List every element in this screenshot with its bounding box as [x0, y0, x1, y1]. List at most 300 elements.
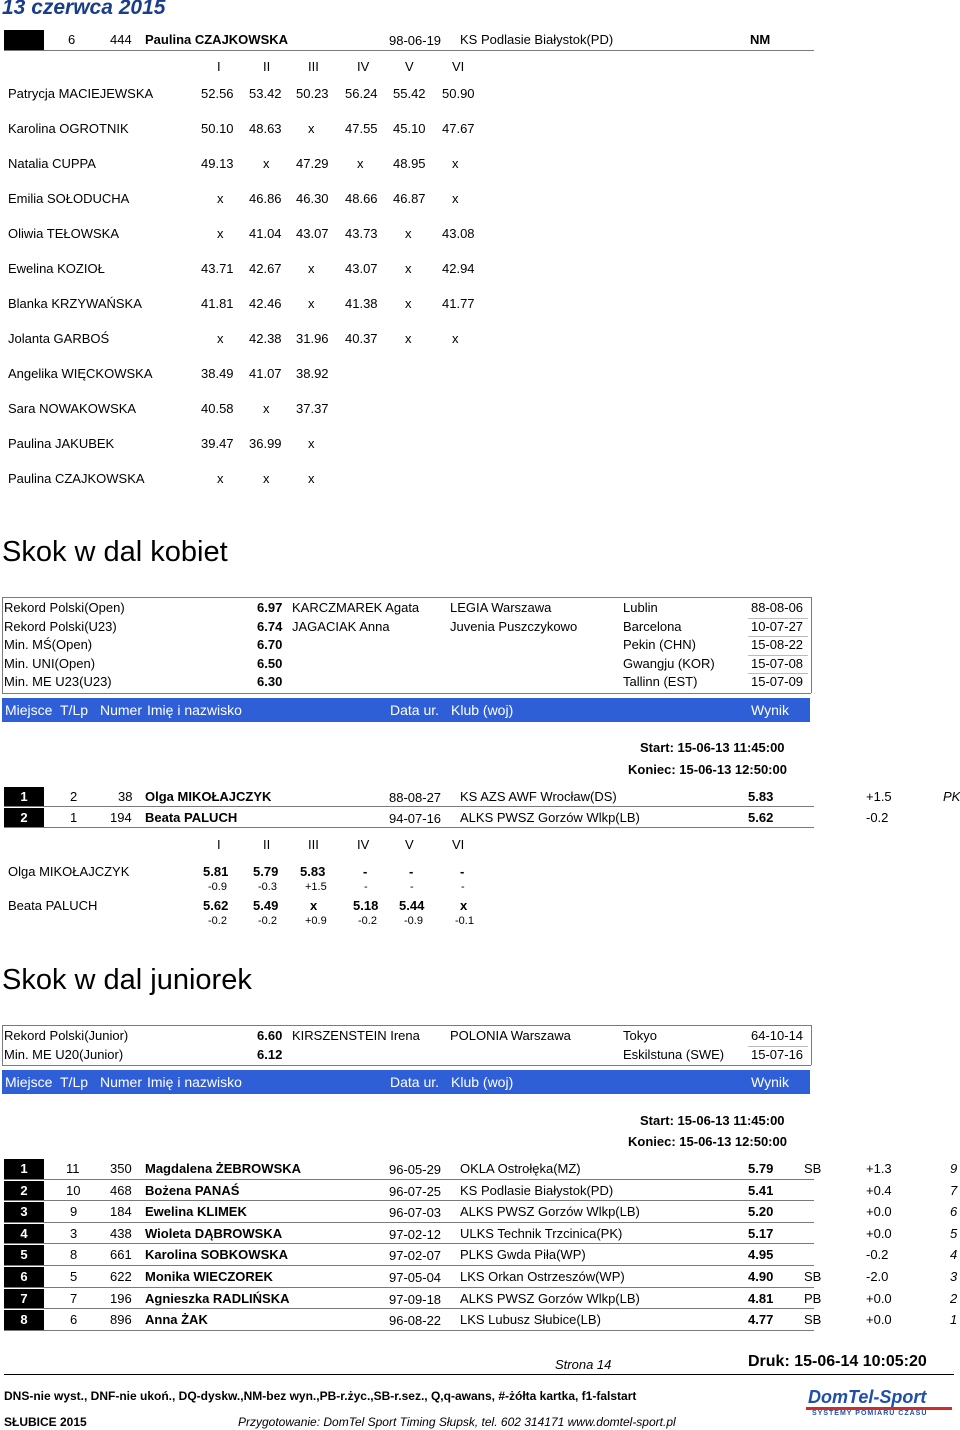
result-record: SB — [804, 1161, 822, 1176]
place-cell — [4, 30, 44, 50]
attempt-value: 48.95 — [393, 156, 426, 171]
result-points: 4 — [950, 1247, 958, 1263]
result-lp: 1 — [70, 810, 78, 825]
row-divider — [4, 827, 814, 828]
result-club: OKLA Ostrołęka(MZ) — [460, 1161, 581, 1176]
records-border-bottom — [2, 1065, 811, 1066]
attempt-value: x — [217, 191, 224, 206]
athlete-name: Natalia CUPPA — [8, 156, 96, 171]
record-date: 15-07-09 — [751, 674, 804, 689]
result-dob: 97-09-18 — [389, 1291, 442, 1307]
result-lp: 11 — [66, 1161, 80, 1176]
result-name: Ewelina KLIMEK — [145, 1204, 247, 1220]
attempt-value: 5.44 — [399, 898, 425, 913]
athlete-name: Patrycja MACIEJEWSKA — [8, 86, 154, 101]
record-label: Min. ME U23(U23) — [4, 674, 112, 689]
attempt-header: VI — [452, 59, 465, 74]
attempt-wind: -0.3 — [258, 881, 277, 893]
result-name: Karolina SOBKOWSKA — [145, 1247, 289, 1263]
attempt-value: x — [263, 471, 270, 486]
attempt-value: x — [217, 471, 224, 486]
athlete-name: Blanka KRZYWAŃSKA — [8, 296, 142, 311]
attempt-header: I — [217, 837, 221, 852]
record-place: Tallinn (EST) — [623, 674, 698, 689]
result-club: KS AZS AWF Wrocław(DS) — [460, 789, 617, 804]
row-divider — [4, 1308, 814, 1309]
dob: 98-06-19 — [389, 33, 442, 48]
event2-start: Start: 15-06-13 11:45:00 — [640, 1113, 785, 1128]
result-wind: +0.0 — [866, 1290, 892, 1306]
attempt-value: 5.49 — [253, 898, 279, 913]
records-border-right — [811, 1025, 812, 1065]
attempt-value: 38.92 — [296, 366, 329, 381]
result-value: 5.83 — [748, 789, 774, 804]
result-lp: 8 — [70, 1247, 78, 1263]
result-club: ALKS PWSZ Gorzów Wlkp(LB) — [460, 810, 640, 825]
result-number: 184 — [110, 1204, 132, 1220]
result-value: 4.81 — [748, 1290, 774, 1306]
athlete-name: Sara NOWAKOWSKA — [8, 401, 137, 416]
attempt-value: x — [308, 121, 315, 136]
col-name: Imię i nazwisko — [147, 702, 242, 718]
result-name: Monika WIECZOREK — [145, 1269, 273, 1284]
attempt-wind: -0.9 — [208, 881, 227, 893]
attempt-header: II — [263, 837, 271, 852]
athlete-name: Paulina CZAJKOWSKA — [145, 32, 289, 47]
col-lp: T/Lp — [60, 702, 89, 718]
result-wind: +1.3 — [866, 1161, 892, 1176]
result-name: Magdalena ŻEBROWSKA — [145, 1161, 302, 1176]
attempt-wind: - — [364, 881, 368, 893]
result-club: KS Podlasie Białystok(PD) — [460, 1182, 614, 1198]
row-divider — [4, 1200, 814, 1201]
attempt-value: 48.63 — [249, 121, 282, 136]
page-date: 13 czerwca 2015 — [2, 0, 166, 19]
attempt-value: 43.07 — [345, 261, 378, 276]
attempt-value: x — [405, 226, 412, 241]
record-date-sep — [748, 673, 808, 674]
attempt-value: - — [363, 864, 368, 879]
result-lp: 2 — [70, 789, 78, 804]
result-number: 194 — [110, 810, 132, 825]
attempt-wind: -0.9 — [404, 915, 423, 927]
attempt-wind: +1.5 — [305, 881, 327, 893]
result-place: 2 — [4, 808, 44, 828]
attempt-value: 41.38 — [345, 296, 378, 311]
event2-results-header — [2, 1070, 810, 1094]
athlete-name: Karolina OGROTNIK — [8, 121, 129, 136]
attempt-value: 40.37 — [345, 331, 378, 346]
record-date-sep — [748, 1046, 808, 1047]
record-label: Rekord Polski(Open) — [4, 600, 125, 615]
record-date: 10-07-27 — [751, 618, 804, 634]
result-dob: 96-07-03 — [389, 1205, 442, 1221]
result-name: Anna ŻAK — [145, 1312, 208, 1328]
col-dob: Data ur. — [390, 702, 440, 718]
record-club: Juvenia Puszczykowo — [450, 618, 578, 634]
record-label: Min. UNI(Open) — [4, 655, 96, 671]
attempt-header: III — [308, 837, 319, 852]
result-number: 896 — [110, 1312, 132, 1328]
result-points: 2 — [950, 1290, 958, 1306]
result-place: 7 — [4, 1289, 44, 1309]
record-date-sep — [748, 655, 808, 656]
row-divider — [4, 1265, 814, 1266]
attempt-value: 5.18 — [353, 898, 379, 913]
attempt-value: 50.10 — [201, 121, 234, 136]
record-value: 6.30 — [257, 674, 283, 689]
attempt-value: 53.42 — [249, 86, 282, 101]
result-wind: +1.5 — [866, 789, 892, 804]
logo-text: DomTel-Sport — [808, 1387, 927, 1407]
attempt-header: I — [217, 59, 221, 74]
attempt-wind: +0.9 — [305, 915, 327, 927]
result-points: 3 — [950, 1269, 958, 1284]
result-club: PLKS Gwda Piła(WP) — [460, 1247, 586, 1263]
result-name: Wioleta DĄBROWSKA — [145, 1225, 283, 1241]
attempt-value: x — [308, 261, 315, 276]
result-number: 438 — [110, 1225, 132, 1241]
result-record: SB — [804, 1269, 822, 1284]
event1-results-header — [2, 698, 810, 722]
result-club: ALKS PWSZ Gorzów Wlkp(LB) — [460, 1290, 640, 1306]
row-divider — [4, 1287, 814, 1288]
attempt-value: 43.71 — [201, 261, 234, 276]
club: KS Podlasie Białystok(PD) — [460, 32, 614, 47]
record-club: POLONIA Warszawa — [450, 1028, 571, 1043]
record-place: Eskilstuna (SWE) — [623, 1046, 725, 1062]
result-lp: 5 — [70, 1269, 78, 1284]
row-divider — [4, 1222, 814, 1223]
result-place: 1 — [4, 787, 44, 807]
attempt-value: 40.58 — [201, 401, 234, 416]
result-dob: 88-08-27 — [389, 790, 442, 805]
athlete-name: Paulina JAKUBEK — [8, 436, 115, 451]
page-number: Strona 14 — [555, 1357, 612, 1372]
attempt-value: x — [452, 156, 459, 171]
domtel-logo — [806, 1388, 954, 1420]
result-number: 468 — [110, 1182, 132, 1198]
result-club: ALKS PWSZ Gorzów Wlkp(LB) — [460, 1204, 640, 1220]
col-dob: Data ur. — [390, 1074, 440, 1090]
record-value: 6.12 — [257, 1046, 283, 1062]
result-name: Bożena PANAŚ — [145, 1182, 240, 1198]
note: NM — [750, 32, 771, 47]
result-lp: 6 — [70, 1312, 78, 1328]
result-wind: -0.2 — [866, 1247, 889, 1263]
record-label: Min. MŚ(Open) — [4, 637, 93, 652]
attempt-wind: -0.2 — [258, 915, 277, 927]
attempt-value: x — [405, 331, 412, 346]
attempt-value: 5.81 — [203, 864, 229, 879]
result-wind: +0.0 — [866, 1225, 892, 1241]
record-date-sep — [748, 618, 808, 619]
result-place: 5 — [4, 1245, 44, 1265]
venue: SŁUBICE 2015 — [4, 1415, 87, 1429]
result-club: ULKS Technik Trzcinica(PK) — [460, 1225, 623, 1241]
result-points: PK — [943, 789, 960, 804]
col-result: Wynik — [751, 702, 789, 718]
attempt-value: x — [308, 471, 315, 486]
attempt-header: IV — [357, 59, 370, 74]
row-divider — [4, 1330, 814, 1331]
record-label: Min. ME U20(Junior) — [4, 1046, 124, 1062]
col-club: Klub (woj) — [451, 702, 514, 718]
attempt-value: 39.47 — [201, 436, 234, 451]
result-points: 5 — [950, 1225, 958, 1241]
record-value: 6.70 — [257, 637, 283, 652]
result-number: 661 — [110, 1247, 132, 1263]
record-date: 15-07-08 — [751, 655, 804, 671]
result-wind: +0.4 — [866, 1182, 892, 1198]
attempt-value: 5.79 — [253, 864, 279, 879]
attempt-value: - — [409, 864, 414, 879]
records-border-top — [2, 597, 811, 598]
records-border-bottom — [2, 693, 811, 694]
attempt-value: x — [217, 331, 224, 346]
result-place: 8 — [4, 1310, 44, 1330]
attempt-value: 47.67 — [442, 121, 475, 136]
attempt-value: 46.87 — [393, 191, 426, 206]
attempt-header: III — [308, 59, 319, 74]
result-number: 196 — [110, 1290, 132, 1306]
attempt-value: 42.67 — [249, 261, 282, 276]
athlete-name: Oliwia TEŁOWSKA — [8, 226, 120, 241]
result-dob: 96-07-25 — [389, 1183, 442, 1199]
result-points: 9 — [950, 1161, 958, 1176]
athlete-name: Angelika WIĘCKOWSKA — [8, 366, 153, 381]
result-name: Agnieszka RADLIŃSKA — [145, 1290, 290, 1306]
record-value: 6.60 — [257, 1028, 283, 1043]
record-label: Rekord Polski(U23) — [4, 618, 117, 634]
number: 444 — [110, 32, 132, 47]
result-value: 5.20 — [748, 1204, 774, 1220]
result-place: 6 — [4, 1267, 44, 1287]
result-record: SB — [804, 1312, 822, 1328]
attempt-value: 55.42 — [393, 86, 426, 101]
col-place: Miejsce — [5, 1074, 53, 1090]
record-date: 15-08-22 — [751, 637, 804, 652]
result-points: 1 — [950, 1312, 958, 1328]
result-wind: -0.2 — [866, 810, 889, 825]
result-value: 4.95 — [748, 1247, 774, 1263]
record-date: 88-08-06 — [751, 600, 804, 615]
attempt-value: 41.77 — [442, 296, 475, 311]
row-divider — [4, 806, 814, 807]
attempt-value: x — [308, 436, 315, 451]
attempt-value: 42.94 — [442, 261, 475, 276]
result-lp: 9 — [70, 1204, 78, 1220]
result-value: 5.17 — [748, 1225, 774, 1241]
attempt-wind: -0.1 — [455, 915, 474, 927]
attempt-value: 42.38 — [249, 331, 282, 346]
attempt-value: 43.73 — [345, 226, 378, 241]
event1-title: Skok w dal kobiet — [2, 536, 228, 568]
records-border-left — [2, 1025, 3, 1065]
event1-start: Start: 15-06-13 11:45:00 — [640, 740, 785, 755]
attempt-header: IV — [357, 837, 370, 852]
attempt-value: x — [263, 156, 270, 171]
result-wind: -2.0 — [866, 1269, 889, 1284]
attempt-wind: - — [461, 881, 465, 893]
attempt-value: 46.86 — [249, 191, 282, 206]
result-number: 622 — [110, 1269, 132, 1284]
record-value: 6.74 — [257, 618, 283, 634]
print-time: Druk: 15-06-14 10:05:20 — [748, 1353, 927, 1370]
result-dob: 97-02-07 — [389, 1248, 442, 1264]
result-club: LKS Lubusz Słubice(LB) — [460, 1312, 601, 1328]
result-value: 4.77 — [748, 1312, 774, 1328]
result-number: 38 — [118, 789, 133, 804]
athlete-name: Jolanta GARBOŚ — [8, 331, 110, 346]
record-value: 6.97 — [257, 600, 283, 615]
result-wind: +0.0 — [866, 1204, 892, 1220]
attempt-value: 43.07 — [296, 226, 329, 241]
row-divider — [4, 1243, 814, 1244]
record-place: Pekin (CHN) — [623, 637, 696, 652]
result-dob: 96-05-29 — [389, 1162, 442, 1177]
divider — [4, 50, 814, 51]
attempt-header: II — [263, 59, 271, 74]
result-place: 4 — [4, 1224, 44, 1244]
record-club: LEGIA Warszawa — [450, 600, 552, 615]
result-lp: 7 — [70, 1290, 78, 1306]
result-dob: 94-07-16 — [389, 811, 442, 826]
attempt-value: 47.29 — [296, 156, 329, 171]
athlete-name: Beata PALUCH — [8, 898, 98, 913]
attempt-value: x — [405, 296, 412, 311]
attempt-value: 41.04 — [249, 226, 282, 241]
attempt-value: x — [405, 261, 412, 276]
attempt-value: x — [452, 191, 459, 206]
attempt-value: 45.10 — [393, 121, 426, 136]
attempt-value: 46.30 — [296, 191, 329, 206]
attempt-value: x — [460, 898, 468, 913]
legend: DNS-nie wyst., DNF-nie ukoń., DQ-dyskw.,NM-bez wyn.,PB-r.życ.,SB-r.sez., Q,q-awans, #-żółta kartka, f1-falstart — [4, 1389, 637, 1403]
result-points: 7 — [950, 1182, 958, 1198]
attempt-value: - — [460, 864, 465, 879]
attempt-value: x — [310, 898, 318, 913]
result-points: 6 — [950, 1204, 958, 1220]
attempt-value: x — [452, 331, 459, 346]
attempt-value: 42.46 — [249, 296, 282, 311]
record-value: 6.50 — [257, 655, 283, 671]
result-dob: 96-08-22 — [389, 1313, 442, 1329]
record-holder: KARCZMAREK Agata — [292, 600, 420, 615]
attempt-wind: -0.2 — [358, 915, 377, 927]
event1-end: Koniec: 15-06-13 12:50:00 — [628, 762, 787, 777]
attempt-wind: -0.2 — [208, 915, 227, 927]
result-place: 1 — [4, 1159, 44, 1179]
result-place: 3 — [4, 1202, 44, 1222]
col-result: Wynik — [751, 1074, 789, 1090]
record-place: Tokyo — [623, 1028, 657, 1043]
attempt-value: 37.37 — [296, 401, 329, 416]
lp: 6 — [68, 32, 76, 47]
result-number: 350 — [110, 1161, 132, 1176]
record-place: Barcelona — [623, 618, 682, 634]
attempt-value: 50.90 — [442, 86, 475, 101]
col-number: Numer — [100, 702, 143, 718]
record-holder: KIRSZENSTEIN Irena — [292, 1028, 420, 1043]
result-value: 5.62 — [748, 810, 774, 825]
attempt-value: 36.99 — [249, 436, 282, 451]
athlete-name: Ewelina KOZIOŁ — [8, 261, 105, 276]
records-border-top — [2, 1025, 811, 1026]
attempt-value: 52.56 — [201, 86, 234, 101]
result-place: 2 — [4, 1181, 44, 1201]
record-date: 15-07-16 — [751, 1046, 804, 1062]
result-record: PB — [804, 1290, 822, 1306]
record-place: Gwangju (KOR) — [623, 655, 715, 671]
footer-divider — [4, 1374, 954, 1375]
result-lp: 10 — [66, 1182, 81, 1198]
attempt-value: 5.62 — [203, 898, 229, 913]
record-holder: JAGACIAK Anna — [292, 618, 390, 634]
attempt-value: x — [308, 296, 315, 311]
result-value: 5.79 — [748, 1161, 774, 1176]
col-number: Numer — [100, 1074, 143, 1090]
athlete-name: Olga MIKOŁAJCZYK — [8, 864, 130, 879]
row-divider — [4, 1179, 814, 1180]
col-club: Klub (woj) — [451, 1074, 514, 1090]
record-date: 64-10-14 — [751, 1028, 804, 1043]
event2-end: Koniec: 15-06-13 12:50:00 — [628, 1134, 787, 1149]
attempt-header: V — [405, 837, 414, 852]
attempt-value: 47.55 — [345, 121, 378, 136]
attempt-value: 41.07 — [249, 366, 282, 381]
result-name: Olga MIKOŁAJCZYK — [145, 789, 272, 804]
athlete-name: Emilia SOŁODUCHA — [8, 191, 130, 206]
result-value: 4.90 — [748, 1269, 774, 1284]
prepared-by: Przygotowanie: DomTel Sport Timing Słupsk, tel. 602 314171 www.domtel-sport.pl — [238, 1415, 676, 1429]
attempt-value: 5.83 — [300, 864, 326, 879]
col-lp: T/Lp — [60, 1074, 89, 1090]
logo-subtitle: SYSTEMY POMIARU CZASU — [812, 1410, 928, 1417]
result-name: Beata PALUCH — [145, 810, 238, 825]
attempt-header: VI — [452, 837, 465, 852]
record-label: Rekord Polski(Junior) — [4, 1028, 129, 1043]
result-dob: 97-05-04 — [389, 1270, 442, 1285]
col-name: Imię i nazwisko — [147, 1074, 242, 1090]
attempt-value: 48.66 — [345, 191, 378, 206]
attempt-value: 31.96 — [296, 331, 329, 346]
attempt-wind: - — [410, 881, 414, 893]
record-place: Lublin — [623, 600, 658, 615]
result-lp: 3 — [70, 1225, 78, 1241]
attempt-value: 49.13 — [201, 156, 234, 171]
attempt-header: V — [405, 59, 414, 74]
athlete-name: Paulina CZAJKOWSKA — [8, 471, 145, 486]
attempt-value: 43.08 — [442, 226, 475, 241]
event2-title: Skok w dal juniorek — [2, 964, 252, 996]
result-dob: 97-02-12 — [389, 1226, 442, 1242]
attempt-value: x — [357, 156, 364, 171]
attempt-value: x — [217, 226, 224, 241]
attempt-value: 50.23 — [296, 86, 329, 101]
record-date-sep — [748, 636, 808, 637]
result-wind: +0.0 — [866, 1312, 892, 1328]
attempt-value: 38.49 — [201, 366, 234, 381]
attempt-value: x — [263, 401, 270, 416]
result-club: LKS Orkan Ostrzeszów(WP) — [460, 1269, 625, 1284]
attempt-value: 41.81 — [201, 296, 234, 311]
records-border-right — [811, 597, 812, 693]
records-border-left — [2, 597, 3, 693]
col-place: Miejsce — [5, 702, 53, 718]
attempt-value: 56.24 — [345, 86, 378, 101]
result-value: 5.41 — [748, 1182, 774, 1198]
